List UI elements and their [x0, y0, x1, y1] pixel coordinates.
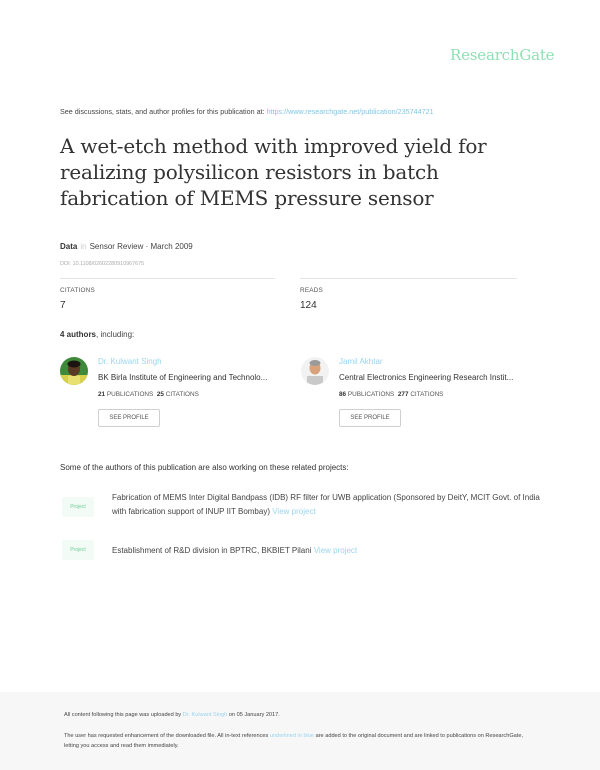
project-title: Establishment of R&D division in BPTRC, BKBIET Pilani: [112, 546, 312, 555]
author-name-link[interactable]: Jamil Akhtar: [339, 357, 383, 366]
avatar[interactable]: [60, 357, 88, 385]
footer-upload-text: All content following this page was uploaded by: [64, 712, 183, 718]
authors-including: , including:: [96, 330, 135, 339]
footer-upload-date: on 05 January 2017.: [227, 712, 280, 718]
underlined-link[interactable]: underlined in blue: [269, 733, 315, 739]
discuss-line: [60, 107, 434, 116]
publication-venue: Sensor Review · March 2009: [89, 242, 193, 251]
project-icon: Project: [62, 497, 94, 517]
author-publications-label: PUBLICATIONS: [106, 391, 154, 398]
researchgate-logo: ResearchGate: [450, 46, 555, 64]
author-citations-count: 277: [397, 391, 409, 398]
author-stats: [339, 391, 443, 398]
project-title: Fabrication of MEMS Inter Digital Bandpass (IDB) RF filter for UWB application (Sponsored by DeitY, MCIT Govt. of India with fabrication support of INUP IIT Bombay): [112, 493, 540, 516]
footer-notice: [64, 731, 534, 751]
author-publications-label: PUBLICATIONS: [347, 391, 395, 398]
see-profile-button[interactable]: SEE PROFILE: [339, 409, 401, 427]
authors-count: 4 authors: [60, 330, 97, 339]
authors-heading: [60, 330, 134, 339]
author-citations-count: 25: [156, 391, 164, 398]
author-citations-label: CITATIONS: [165, 391, 199, 398]
footer-notice-rest: are added to the original document and are linked to publications on ResearchGate, letting you access and read them immediately.: [64, 733, 523, 749]
stats-divider-right: [300, 278, 517, 279]
publication-meta: [60, 242, 193, 251]
view-project-link[interactable]: View project: [313, 546, 358, 555]
in-word: in: [80, 242, 87, 251]
project-item: [112, 491, 542, 519]
discuss-text: See discussions, stats, and author profiles for this publication at:: [60, 107, 267, 116]
uploader-link[interactable]: Dr. Kulwant Singh: [182, 712, 228, 718]
author-photo-icon: [60, 357, 88, 385]
view-project-link[interactable]: View project: [272, 507, 316, 516]
citations-value: 7: [60, 300, 66, 311]
stats-divider-left: [60, 278, 275, 279]
publication-title: A wet-etch method with improved yield for realizing polysilicon resistors in batch fabrication of MEMS pressure sensor: [60, 134, 487, 210]
project-item: [112, 544, 542, 558]
footer-notice-text: The user has requested enhancement of the downloaded file. All in-text references: [64, 733, 270, 739]
publication-doi: DOI: 10.1108/02602280910967675: [60, 261, 145, 267]
author-institution: Central Electronics Engineering Research Instit...: [339, 373, 514, 382]
author-publications-count: 21: [98, 391, 106, 398]
reads-label: READS: [300, 287, 324, 294]
publication-type: Data: [60, 242, 78, 251]
project-icon: Project: [62, 540, 94, 560]
author-stats: [98, 391, 199, 398]
avatar[interactable]: [301, 357, 329, 385]
projects-heading: Some of the authors of this publication are also working on these related projects:: [60, 463, 349, 472]
publication-url-link[interactable]: https://www.researchgate.net/publication/235744721: [266, 107, 434, 116]
author-citations-label: CITATIONS: [410, 391, 444, 398]
reads-value: 124: [300, 300, 317, 311]
author-photo-icon: [301, 357, 329, 385]
citations-label: CITATIONS: [60, 287, 95, 294]
author-name-link[interactable]: Dr. Kulwant Singh: [98, 357, 162, 366]
author-institution: BK Birla Institute of Engineering and Technolo...: [98, 373, 268, 382]
see-profile-button[interactable]: SEE PROFILE: [98, 409, 160, 427]
author-publications-count: 86: [339, 391, 347, 398]
footer-upload-line: [64, 712, 280, 718]
